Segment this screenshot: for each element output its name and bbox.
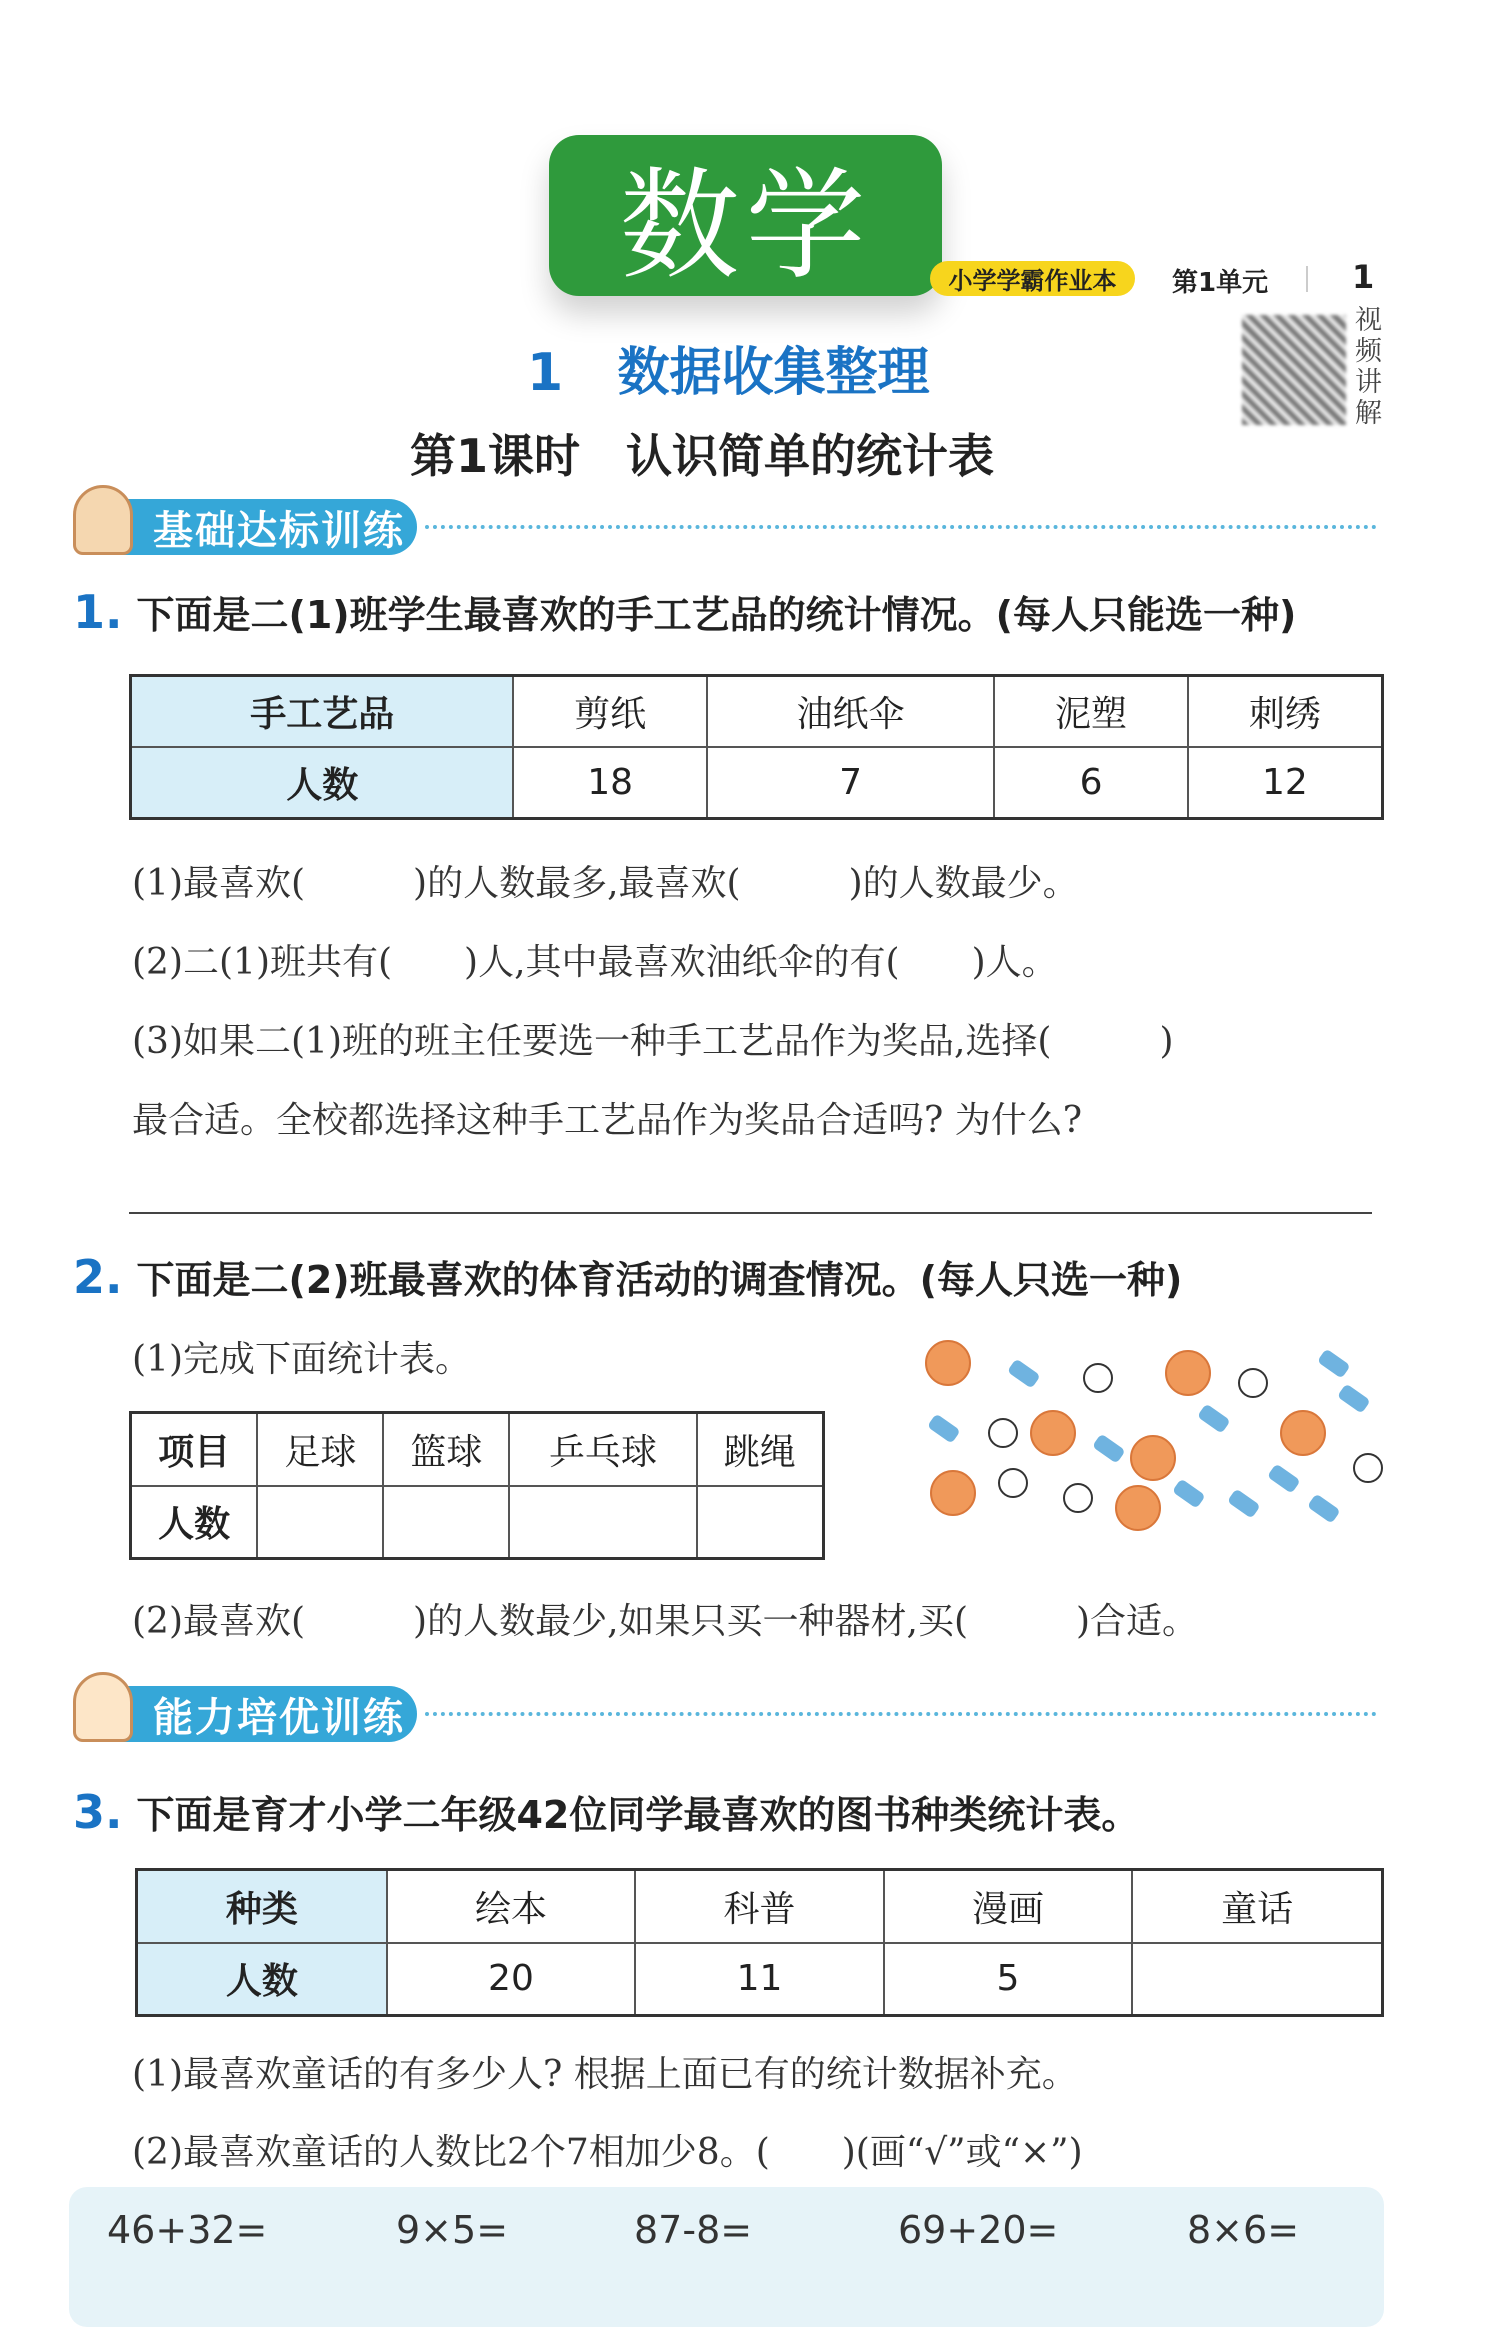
table-header: 项目 [131,1413,258,1486]
jump-rope-icon [1092,1433,1126,1463]
table-header: 手工艺品 [131,676,514,748]
basketball-icon [1131,1436,1175,1480]
jump-rope-icon [1267,1463,1301,1493]
table-cell: 12 [1188,747,1383,819]
basketball-icon [1281,1411,1325,1455]
basketball-icon [931,1471,975,1515]
table-header: 足球 [257,1413,383,1486]
reading-mascot-icon [73,1672,133,1742]
jump-rope-icon [1007,1358,1041,1388]
series-label: 小学学霸作业本 [930,261,1135,296]
table-input-cell[interactable] [509,1486,696,1559]
table-header: 篮球 [383,1413,509,1486]
jump-rope-icon [1317,1348,1351,1378]
section-title: 能力培优训练 [93,1686,417,1742]
table-row [131,1486,824,1559]
table-header: 泥塑 [994,676,1187,748]
table-header: 油纸伞 [707,676,995,748]
q1-part-2: (2)二(1)班共有( )人,其中最喜欢油纸伞的有( )人。 [132,942,1058,983]
question-text: 下面是二(2)班最喜欢的体育活动的调查情况。(每人只选一种) [136,1258,1183,1302]
books-table [135,1868,1384,2017]
table-cell: 6 [994,747,1187,819]
subject-badge: 数学 [549,135,942,296]
q2-part-1: (1)完成下面统计表。 [132,1339,471,1380]
table-header: 剪纸 [513,676,706,748]
q1-part-1: (1)最喜欢( )的人数最多,最喜欢( )的人数最少。 [132,863,1079,904]
table-row [131,1413,824,1486]
question-number: 3. [73,1785,123,1839]
page-number: 1 [1352,258,1375,296]
chapter-name: 数据收集整理 [617,343,930,403]
q2-part-2: (2)最喜欢( )的人数最少,如果只买一种器材,买( )合适。 [132,1601,1199,1642]
table-input-cell[interactable] [383,1486,509,1559]
math-expression: 69+20= [898,2208,1059,2252]
row-label: 人数 [131,747,514,819]
table-cell: 18 [513,747,706,819]
table-header: 漫画 [884,1870,1133,1943]
table-input-cell[interactable] [257,1486,383,1559]
table-header: 科普 [635,1870,884,1943]
table-cell: 11 [635,1943,884,2016]
table-cell: 5 [884,1943,1133,2016]
qr-code-icon[interactable] [1242,315,1346,425]
row-label: 人数 [131,1486,258,1559]
crafts-table [129,674,1384,820]
q1-part-3-cont: 最合适。全校都选择这种手工艺品作为奖品合适吗? 为什么? [132,1100,1083,1141]
jump-rope-icon [1227,1488,1261,1518]
basketball-icon [926,1341,970,1385]
q1-part-3: (3)如果二(1)班的班主任要选一种手工艺品作为奖品,选择( ) [132,1021,1174,1062]
math-expression: 9×5= [396,2208,509,2252]
table-row [137,1870,1383,1943]
soccer-ball-icon [999,1469,1027,1497]
sports-equipment-illustration [923,1333,1385,1555]
soccer-ball-icon [1084,1364,1112,1392]
soccer-ball-icon [989,1419,1017,1447]
unit-label: 第1单元 [1172,268,1269,298]
section-banner-advanced [73,1686,1377,1742]
cat-mascot-icon [73,485,133,555]
basketball-icon [1031,1411,1075,1455]
jump-rope-icon [1197,1403,1231,1433]
table-row [137,1943,1383,2016]
question-number: 1. [73,585,123,639]
jump-rope-icon [1337,1383,1371,1413]
dotted-divider [425,525,1377,529]
jump-rope-icon [1172,1478,1206,1508]
soccer-ball-icon [1239,1369,1267,1397]
answer-line[interactable] [129,1212,1372,1214]
math-expression: 87-8= [634,2208,753,2252]
video-label: 视频讲解 [1355,305,1382,429]
table-cell: 7 [707,747,995,819]
divider [1306,266,1308,292]
question-3 [73,1784,1139,1839]
chapter-number: 1 [527,343,564,403]
math-expression: 46+32= [107,2208,268,2252]
table-header: 绘本 [387,1870,636,1943]
q3-part-1: (1)最喜欢童话的有多少人? 根据上面已有的统计数据补充。 [132,2054,1078,2095]
question-number: 2. [73,1250,123,1304]
table-header: 乒乓球 [509,1413,696,1486]
table-input-cell[interactable] [697,1486,824,1559]
table-header: 种类 [137,1870,387,1943]
question-2 [73,1249,1182,1304]
section-banner-basic [73,499,1377,555]
table-header: 跳绳 [697,1413,824,1486]
row-label: 人数 [137,1943,387,2016]
math-expression: 8×6= [1187,2208,1300,2252]
question-text: 下面是育才小学二年级42位同学最喜欢的图书种类统计表。 [136,1793,1140,1837]
soccer-ball-icon [1064,1484,1092,1512]
table-row [131,676,1383,748]
q3-part-2: (2)最喜欢童话的人数比2个7相加少8。( )(画“√”或“×”) [132,2132,1083,2173]
sports-table [129,1411,825,1560]
question-text: 下面是二(1)班学生最喜欢的手工艺品的统计情况。(每人只能选一种) [136,593,1297,637]
basketball-icon [1166,1351,1210,1395]
question-1 [73,584,1296,639]
jump-rope-icon [927,1413,961,1443]
soccer-ball-icon [1354,1454,1382,1482]
dotted-divider [425,1712,1377,1716]
basketball-icon [1116,1486,1160,1530]
table-header: 童话 [1132,1870,1382,1943]
table-row [131,747,1383,819]
section-title: 基础达标训练 [93,499,417,555]
lesson-title: 第1课时 认识简单的统计表 [410,429,995,483]
table-cell: 20 [387,1943,636,2016]
table-header: 刺绣 [1188,676,1383,748]
chapter-title [527,330,930,405]
jump-rope-icon [1307,1493,1341,1523]
table-input-cell[interactable] [1132,1943,1382,2016]
